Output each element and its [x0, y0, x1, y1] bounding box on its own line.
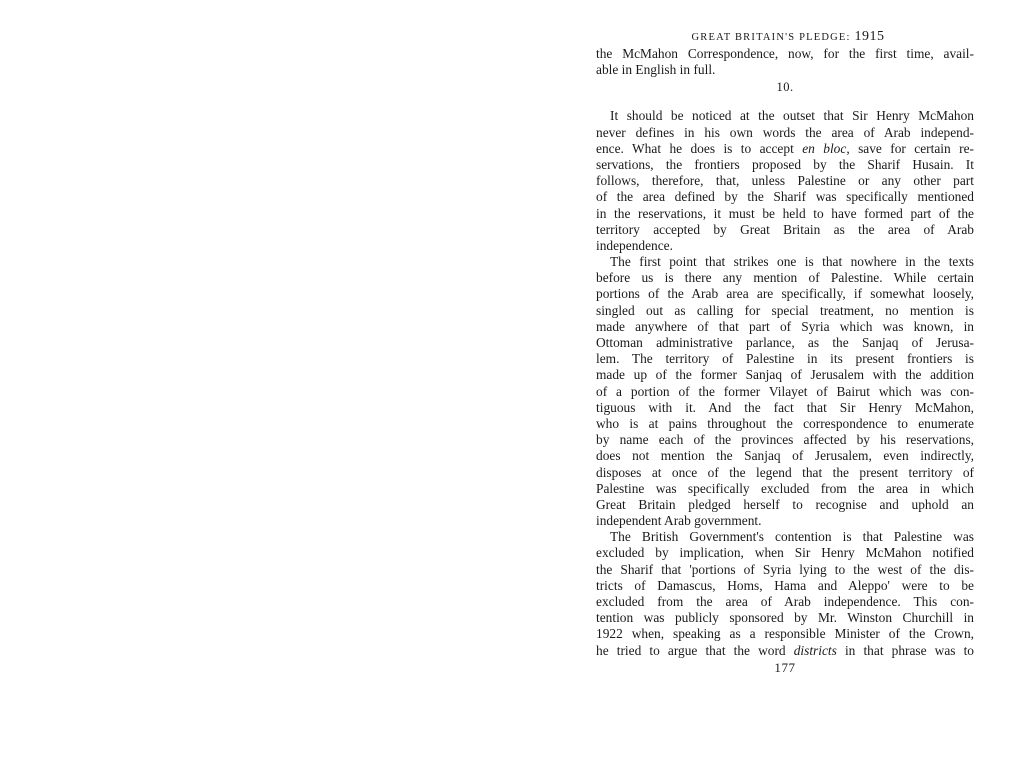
text-line: the Sharif that 'portions of Syria lying to the west of the dis- [596, 561, 974, 577]
text-line: he tried to argue that the word districts in that phrase was to [596, 642, 975, 658]
text-line: who is at pains throughout the correspondence to enumerate [596, 415, 974, 431]
text-line: never defines in his own words the area of Arab independ- [596, 124, 974, 140]
opening-text [596, 46, 974, 78]
text-line: The British Government's contention is that Palestine was [610, 529, 974, 545]
text-line: Great Britain pledged herself to recognise and uphold an [596, 496, 974, 512]
italic-term: districts [793, 642, 837, 658]
section-number: 10. [776, 80, 794, 95]
text-line: follows, therefore, that, unless Palestine or any other part [596, 173, 974, 189]
text-line: portions of the Arab area are specifically, if somewhat loosely, [596, 286, 974, 302]
text-line: independent Arab government. [596, 513, 762, 529]
text-line: excluded by implication, when Sir Henry McMahon notified [596, 545, 974, 561]
italic-term: en bloc [802, 140, 847, 156]
text-line: of the area defined by the Sharif was specifically mentioned [596, 189, 974, 205]
text-line: of a portion of the former Vilayet of Bairut which was con- [596, 383, 974, 399]
text-line: tiguous with it. And the fact that Sir Henry McMahon, [596, 399, 974, 415]
text-line: ence. What he does is to accept en bloc, save for certain re- [596, 140, 974, 156]
text-line: made up of the former Sanjaq of Jerusalem with the addition [596, 367, 974, 383]
text-line: disposes at once of the legend that the present territory of [596, 464, 974, 480]
section-gap [596, 96, 974, 108]
text-line: able in English in full. [596, 62, 716, 78]
text-line: tention was publicly sponsored by Mr. Winston Churchill in [596, 610, 974, 626]
text-line: made anywhere of that part of Syria which was known, in [596, 318, 974, 334]
text-line: the McMahon Correspondence, now, for the first time, avail- [596, 46, 974, 61]
running-head-title: GREAT BRITAIN'S PLEDGE: [691, 32, 851, 43]
text-line: servations, the frontiers proposed by the Sharif Husain. It [596, 156, 974, 172]
text-line: independence. [596, 237, 673, 253]
text-line: tricts of Damascus, Homs, Hama and Aleppo' were to be [596, 577, 974, 593]
page-number: 177 [774, 659, 796, 675]
text-line: lem. The territory of Palestine in its present frontiers is [596, 351, 974, 367]
book-page [596, 28, 974, 677]
running-head [602, 28, 974, 46]
text-line: Palestine was specifically excluded from the area in which [596, 480, 974, 496]
running-head-year: 1915 [854, 29, 885, 44]
text-line: The first point that strikes one is that nowhere in the texts [610, 254, 974, 270]
text-line: does not mention the Sanjaq of Jerusalem, even indirectly, [596, 448, 974, 464]
text-line: territory accepted by Great Britain as the area of Arab [596, 221, 974, 237]
text-line: Ottoman administrative parlance, as the Sanjaq of Jerusa- [596, 335, 974, 350]
text-line: in the reservations, it must be held to have formed part of the [596, 205, 974, 221]
text-line: It should be noticed at the outset that Sir Henry McMahon [610, 108, 974, 124]
paragraph [596, 529, 974, 659]
text-line: 1922 when, speaking as a responsible Minister of the Crown, [596, 626, 974, 642]
text-line: singled out as calling for special treatment, no mention is [596, 302, 974, 318]
paragraph [596, 254, 974, 529]
text-line: before us is there any mention of Palestine. While certain [596, 270, 974, 286]
paragraph [596, 108, 974, 254]
text-line: by name each of the provinces affected by his reservations, [596, 432, 974, 448]
body-text [596, 108, 974, 658]
text-line: excluded from the area of Arab independence. This con- [596, 594, 974, 609]
